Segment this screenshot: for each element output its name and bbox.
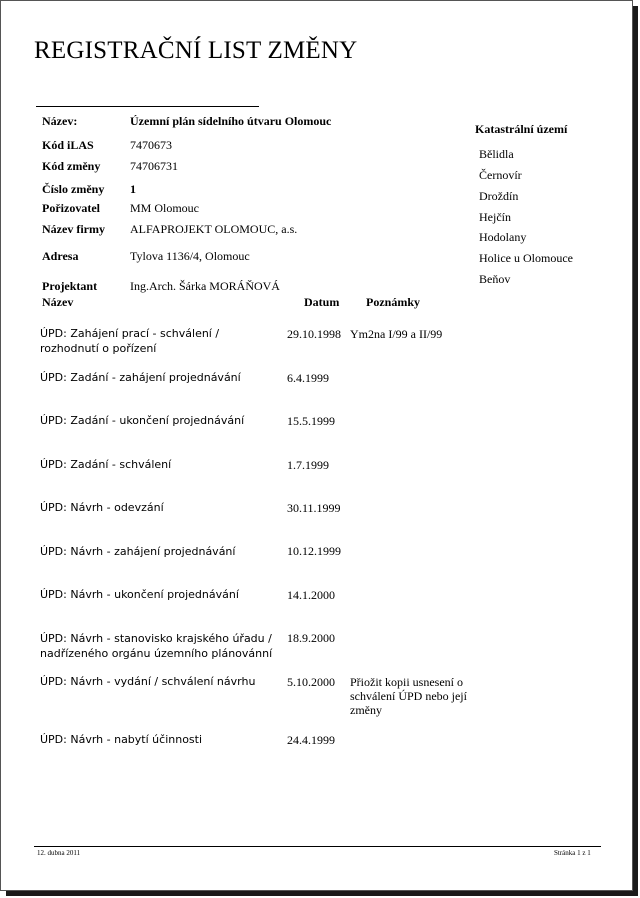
footer-divider	[34, 846, 601, 847]
kod-zmeny-label: Kód změny	[42, 159, 101, 173]
cislo-zmeny-label: Číslo změny	[42, 182, 105, 196]
column-header-poznamky: Poznámky	[366, 295, 420, 309]
event-name: ÚPD: Návrh - zahájení projednávání	[40, 545, 236, 558]
event-date: 10.12.1999	[287, 544, 341, 558]
event-note: Ym2na I/99 a II/99	[350, 327, 443, 341]
footer-date: 12. dubna 2011	[37, 849, 81, 857]
event-name: ÚPD: Návrh - ukončení projednávání	[40, 588, 239, 601]
nazev-label: Název:	[42, 114, 78, 128]
projektant-value: Ing.Arch. Šárka MORÁŇOVÁ	[130, 279, 280, 293]
kod-ilas-value: 7470673	[130, 138, 172, 152]
column-header-datum: Datum	[304, 295, 340, 309]
page-shadow-right	[633, 6, 638, 896]
cislo-zmeny-value: 1	[130, 182, 136, 196]
event-name: ÚPD: Zahájení prací - schválení / rozhodnutí o pořízení	[40, 327, 220, 355]
event-name: ÚPD: Zadání - ukončení projednávání	[40, 414, 245, 427]
nazev-value: Územní plán sídelního útvaru Olomouc	[130, 114, 332, 128]
event-date: 18.9.2000	[287, 631, 335, 645]
projektant-label: Projektant	[42, 279, 98, 293]
event-date: 24.4.1999	[287, 733, 335, 747]
katastralni-item: Holice u Olomouce	[479, 251, 573, 265]
katastralni-item: Bělidla	[479, 147, 514, 161]
porizovatel-value: MM Olomouc	[130, 201, 199, 215]
porizovatel-label: Pořizovatel	[42, 201, 100, 215]
kod-ilas-label: Kód iLAS	[42, 138, 94, 152]
event-date: 1.7.1999	[287, 458, 329, 472]
event-name: ÚPD: Návrh - vydání / schválení návrhu	[40, 675, 256, 688]
event-date: 5.10.2000	[287, 675, 335, 689]
adresa-label: Adresa	[42, 249, 79, 263]
footer-page-number: Stránka 1 z 1	[554, 849, 591, 857]
katastralni-item: Hodolany	[479, 230, 527, 244]
kod-zmeny-value: 74706731	[130, 159, 178, 173]
event-date: 29.10.1998	[287, 327, 341, 341]
event-name: ÚPD: Návrh - nabytí účinnosti	[40, 733, 203, 746]
event-name: ÚPD: Zadání - schválení	[40, 458, 172, 471]
title-underline	[36, 106, 259, 107]
event-name: ÚPD: Návrh - odevzání	[40, 501, 164, 514]
katastralni-item: Hejčín	[479, 210, 511, 224]
event-note: Přiožit kopii usnesení o schválení ÚPD nebo její změny	[350, 675, 467, 717]
event-name: ÚPD: Návrh - stanovisko krajského úřadu / nadřízeného orgánu územního plánovánní	[40, 632, 273, 660]
event-date: 6.4.1999	[287, 371, 329, 385]
page-shadow-bottom	[6, 891, 638, 896]
katastralni-heading: Katastrální území	[475, 122, 568, 136]
column-header-nazev: Název	[42, 295, 74, 309]
event-date: 15.5.1999	[287, 414, 335, 428]
nazev-firmy-label: Název firmy	[42, 222, 105, 236]
event-name: ÚPD: Zadání - zahájení projednávání	[40, 371, 241, 384]
nazev-firmy-value: ALFAPROJEKT OLOMOUC, a.s.	[130, 222, 298, 236]
katastralni-item: Beňov	[479, 272, 511, 286]
katastralni-item: Černovír	[479, 168, 522, 182]
adresa-value: Tylova 1136/4, Olomouc	[130, 249, 250, 263]
katastralni-item: Droždín	[479, 189, 519, 203]
page-title: REGISTRAČNÍ LIST ZMĚNY	[34, 37, 358, 64]
event-date: 30.11.1999	[287, 501, 341, 515]
event-date: 14.1.2000	[287, 588, 335, 602]
